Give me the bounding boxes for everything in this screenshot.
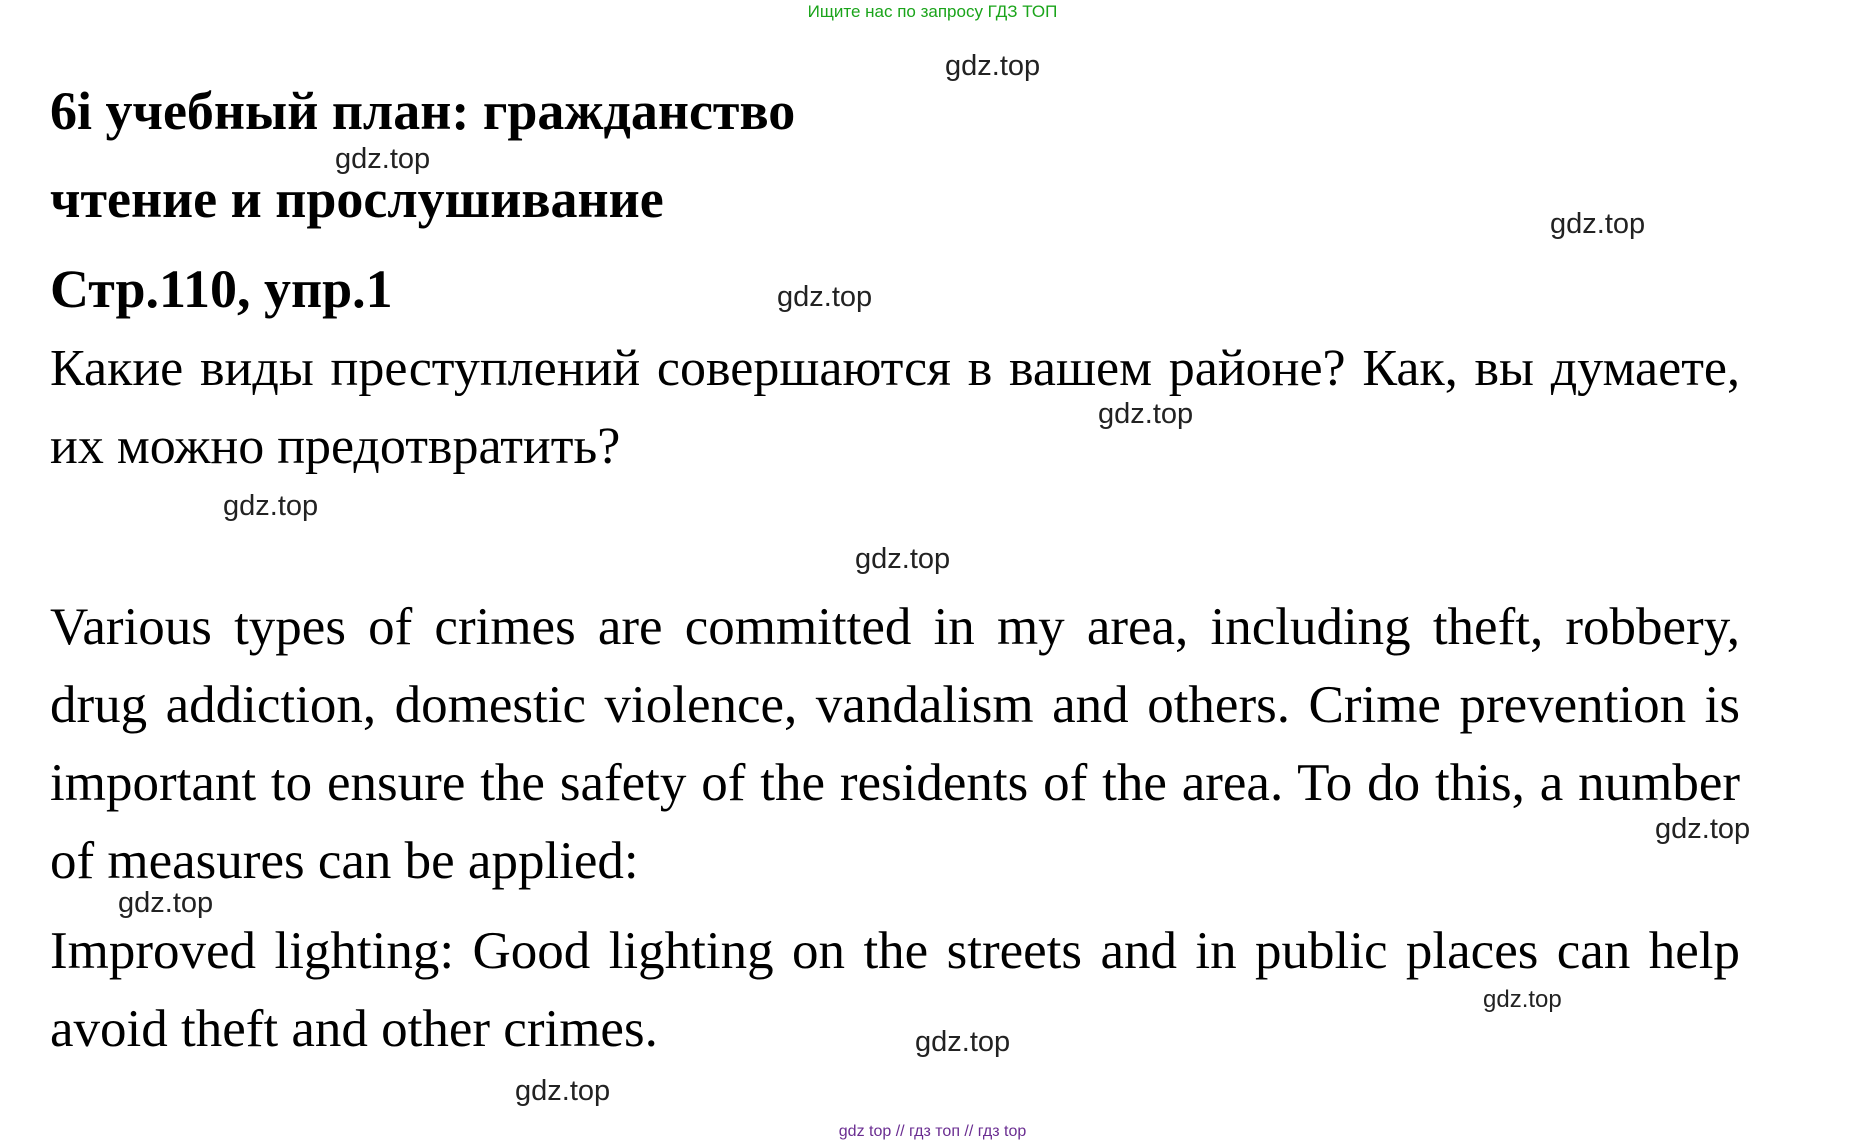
watermark: gdz.top [118,887,214,919]
watermark: gdz.top [1550,208,1646,240]
unit-heading: 6i учебный план: гражданство [50,81,796,141]
watermark: gdz.top [515,1075,611,1107]
answer-paragraph-2: Improved lighting: Good lighting on the streets and in public places can help avoid theft and other crimes. [50,922,1740,1058]
watermark: gdz.top [1655,813,1751,845]
answer-paragraph-1: Various types of crimes are committed in my area, including theft, robbery, drug addiction, domestic violence, vandalism and others. Crime prevention is important to ensure the safety of the residents of the area. To do this, a number of measures can be applied: [50,598,1740,890]
watermark: gdz.top [1483,986,1562,1013]
top-banner: Ищите нас по запросу ГДЗ ТОП [807,2,1058,21]
watermark: gdz.top [223,490,319,522]
watermark: gdz.top [855,543,951,575]
section-heading: чтение и прослушивание [50,169,664,229]
watermark: gdz.top [777,281,873,313]
watermark: gdz.top [915,1026,1011,1058]
page-reference: Стр.110, упр.1 [50,259,393,319]
watermark: gdz.top [335,143,431,175]
watermark: gdz.top [1098,398,1194,430]
bottom-banner: gdz top // гдз топ // гдз top [838,1123,1027,1140]
watermark: gdz.top [945,50,1041,82]
task-question: Какие виды преступлений совершаются в вашем районе? Как, вы думаете, их можно предотвратить? [50,340,1740,475]
